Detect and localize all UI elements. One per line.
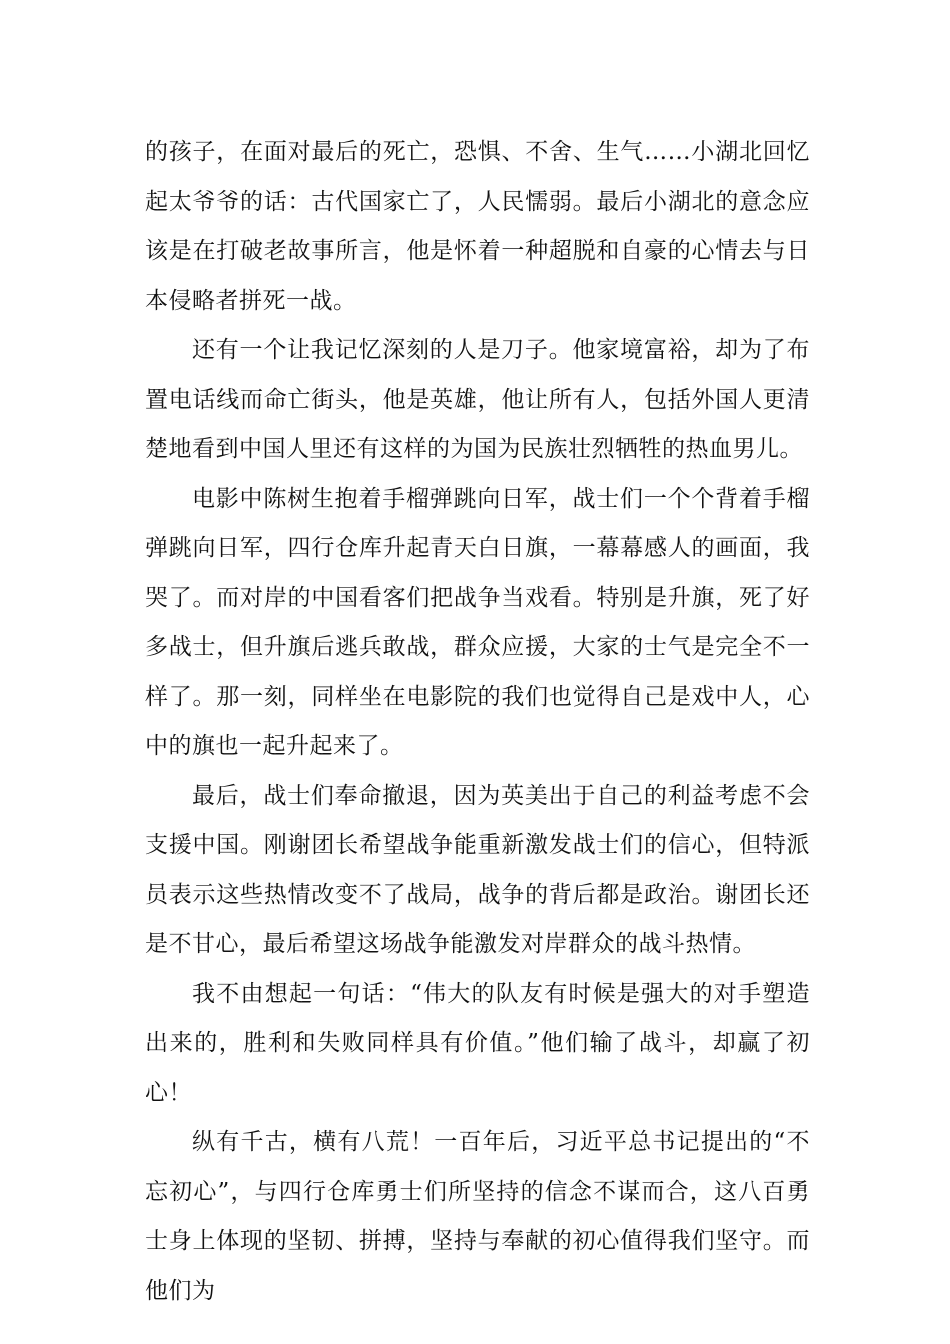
paragraph-continuation: 的孩子，在面对最后的死亡，恐惧、不舍、生气……小湖北回忆起太爷爷的话：古代国家亡了，人民懦弱。最后小湖北的意念应该是在打破老故事所言，他是怀着一种超脱和自豪的心情去与日本侵略者拼死一战。 (145, 139, 810, 314)
article-body (145, 128, 810, 1316)
paragraph: 最后，战士们奉命撤退，因为英美出于自己的利益考虑不会支援中国。刚谢团长希望战争能重新激发战士们的信心，但特派员表示这些热情改变不了战局，战争的背后都是政治。谢团长还是不甘心，最后希望这场战争能激发对岸群众的战斗热情。 (145, 782, 810, 957)
paragraph: 我不由想起一句话：“伟大的队友有时候是强大的对手塑造出来的，胜利和失败同样具有价值。”他们输了战斗，却赢了初心！ (145, 980, 810, 1106)
paragraph: 纵有千古，横有八荒！一百年后，习近平总书记提出的“不忘初心”，与四行仓库勇士们所坚持的信念不谋而合，这八百勇士身上体现的坚韧、拼搏，坚持与奉献的初心值得我们坚守。而他们为 (145, 1129, 810, 1304)
paragraph: 电影中陈树生抱着手榴弹跳向日军，战士们一个个背着手榴弹跳向日军，四行仓库升起青天白日旗，一幕幕感人的画面，我哭了。而对岸的中国看客们把战争当戏看。特别是升旗，死了好多战士，但升旗后逃兵敢战，群众应援，大家的士气是完全不一样了。那一刻，同样坐在电影院的我们也觉得自己是戏中人，心中的旗也一起升起来了。 (145, 485, 810, 759)
paragraph: 还有一个让我记忆深刻的人是刀子。他家境富裕，却为了布置电话线而命亡街头，他是英雄，他让所有人，包括外国人更清楚地看到中国人里还有这样的为国为民族壮烈牺牲的热血男儿。 (145, 337, 810, 462)
